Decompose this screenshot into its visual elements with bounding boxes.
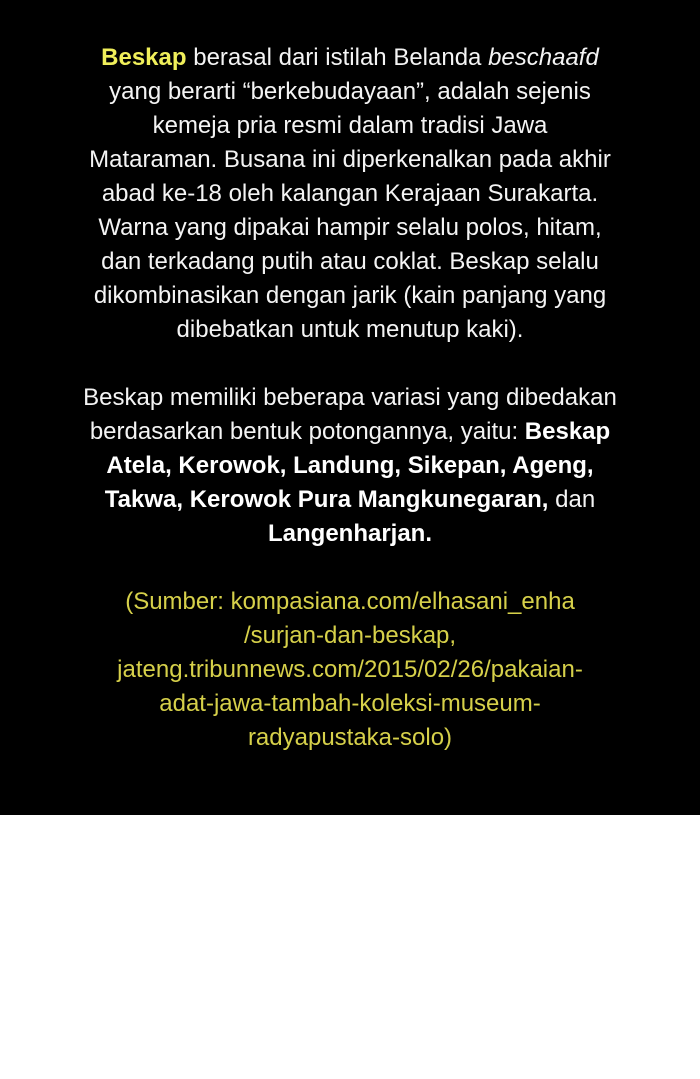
text-segment: kemeja pria resmi dalam tradisi Jawa [152,112,548,139]
text-segment: berdasarkan bentuk potongannya, yaitu: [89,418,525,445]
text-segment: Beskap memiliki beberapa variasi yang dibedakan [83,384,617,411]
bold-term: Takwa, Kerowok Pura Mangkunegaran, [104,486,549,513]
text-segment: dikombinasikan dengan jarik (kain panjang yang [93,282,607,309]
bold-term: Beskap [524,418,611,445]
paragraph-beskap-variations [0,381,700,551]
text-line [0,109,700,143]
text-line [0,279,700,313]
text-segment: Warna yang dipakai hampir selalu polos, hitam, [98,214,602,241]
text-line [0,177,700,211]
bold-term: Atela, Kerowok, Landung, Sikepan, Ageng, [106,452,594,479]
text-line [0,41,700,75]
text-segment: jateng.tribunnews.com/2015/02/26/pakaian- [117,656,583,683]
info-text [0,41,700,789]
text-line [0,619,700,653]
text-line [0,687,700,721]
text-line [0,449,700,483]
text-segment: dan terkadang putih atau coklat. Beskap selalu [101,248,599,275]
text-line [0,245,700,279]
italic-term: beschaafd [488,44,599,71]
blank-area [0,815,700,1079]
text-line [0,517,700,551]
text-segment: adat-jawa-tambah-koleksi-museum- [159,690,541,717]
text-segment: yang berarti “berkebudayaan”, adalah sejenis [109,78,591,105]
text-line [0,313,700,347]
text-line [0,653,700,687]
text-line [0,143,700,177]
text-line [0,381,700,415]
text-line [0,75,700,109]
text-segment: abad ke-18 oleh kalangan Kerajaan Surakarta. [101,180,599,207]
highlighted-term: Beskap [101,44,187,71]
paragraph-source-citation [0,585,700,755]
text-line [0,483,700,517]
text-segment: Mataraman. Busana ini diperkenalkan pada akhir [89,146,611,173]
bold-term: Langenharjan. [267,520,433,547]
text-segment: /surjan-dan-beskap, [243,622,457,649]
text-line [0,415,700,449]
paragraph-beskap-definition [0,41,700,347]
text-segment: dibebatkan untuk menutup kaki). [176,316,524,343]
text-segment: (Sumber: kompasiana.com/elhasani_enha [125,588,575,615]
text-segment: radyapustaka-solo) [247,724,453,751]
text-line [0,211,700,245]
text-line [0,721,700,755]
text-segment: berasal dari istilah Belanda [186,44,489,71]
text-segment: dan [548,486,596,513]
text-line [0,585,700,619]
